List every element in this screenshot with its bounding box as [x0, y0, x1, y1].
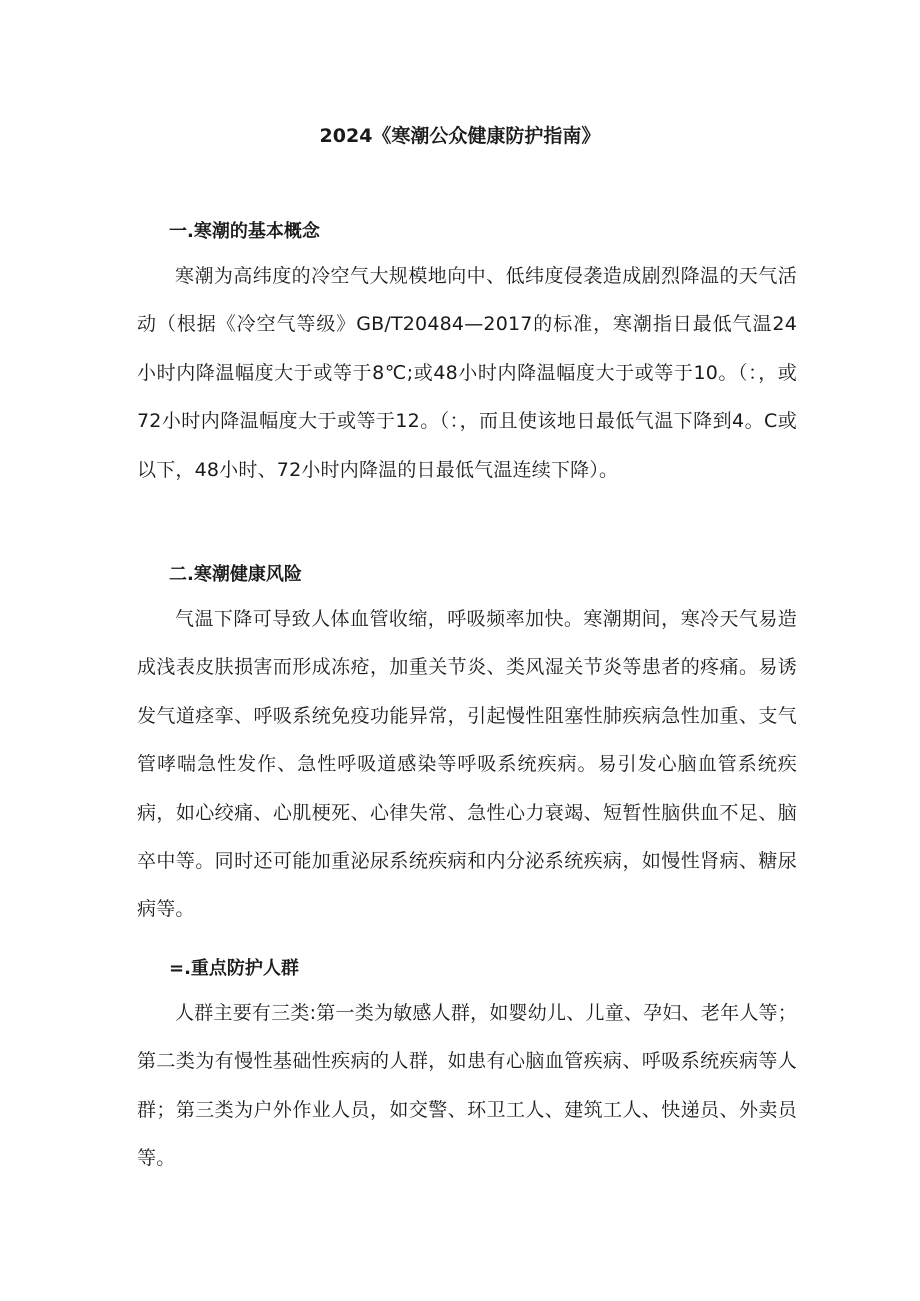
- section-heading: 二.寒潮健康风险: [169, 564, 302, 585]
- section-paragraph: 寒潮为高纬度的冷空气大规模地向中、低纬度侵袭造成剧烈降温的天气活动（根据《冷空气等级》GB/T20484—2017的标准，寒潮指日最低气温24小时内降温幅度大于或等于8℃;或48小时内降温幅度大于或等于10。（：，或72小时内降温幅度大于或等于12。（：，而且使该地日最低气温下降到4。C或以下，48小时、72小时内降温的日最低气温连续下降）。: [137, 265, 797, 481]
- section-paragraph: 人群主要有三类:第一类为敏感人群，如婴幼儿、儿童、孕妇、老年人等；第二类为有慢性基础性疾病的人群，如患有心脑血管疾病、呼吸系统疾病等人群；第三类为户外作业人员，如交警、环卫工人、建筑工人、快递员、外卖员等。: [137, 1002, 797, 1170]
- section-basic-concept: [137, 218, 797, 494]
- section-health-risks: [137, 561, 797, 934]
- section-key-groups: [137, 955, 797, 1183]
- section-heading: =.重点防护人群: [169, 958, 299, 979]
- document-title: 2024《寒潮公众健康防护指南》: [319, 125, 601, 147]
- section-paragraph: 气温下降可导致人体血管收缩，呼吸频率加快。寒潮期间，寒冷天气易造成浅表皮肤损害而形成冻疮，加重关节炎、类风湿关节炎等患者的疼痛。易诱发气道痉挛、呼吸系统免疫功能异常，引起慢性阻塞性肺疾病急性加重、支气管哮喘急性发作、急性呼吸道感染等呼吸系统疾病。易引发心脑血管系统疾病，如心绞痛、心肌梗死、心律失常、急性心力衰竭、短暂性脑供血不足、脑卒中等。同时还可能加重泌尿系统疾病和内分泌系统疾病，如慢性肾病、糖尿病等。: [137, 608, 797, 921]
- section-heading: 一.寒潮的基本概念: [169, 221, 320, 242]
